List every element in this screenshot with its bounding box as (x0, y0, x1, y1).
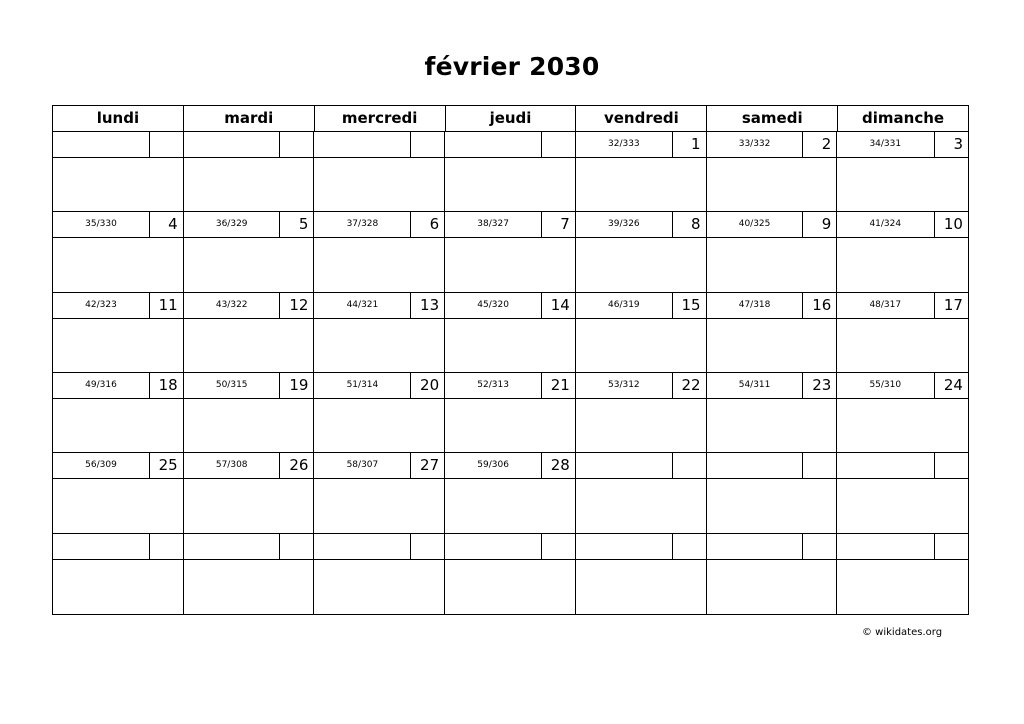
day-number: 28 (541, 453, 575, 478)
week-day-of-year-label: 52/313 (477, 380, 509, 390)
day-cell (445, 212, 576, 292)
day-number: 23 (802, 373, 836, 398)
week-day-of-year-label: 44/321 (346, 299, 379, 310)
week-day-of-year-label: 39/326 (608, 219, 640, 230)
day-cell (184, 212, 315, 292)
week-day-of-year-label: 56/309 (85, 460, 117, 471)
day-cell (53, 453, 184, 533)
day-number: 2 (802, 132, 836, 157)
week-day-of-year-label: 38/327 (477, 219, 509, 230)
week-day-of-year-label: 43/322 (215, 299, 248, 310)
calendar-grid (52, 105, 969, 615)
weekday-header: mercredi (315, 106, 446, 131)
week-day-of-year-label: 45/320 (477, 299, 509, 310)
day-number: 6 (410, 212, 444, 237)
day-cell (576, 293, 707, 373)
week-day-of-year-label: 35/330 (85, 219, 117, 230)
weekday-header-row (53, 106, 968, 132)
day-cell (314, 212, 445, 292)
weekday-header: jeudi (446, 106, 577, 131)
day-cell (707, 293, 838, 373)
day-number: 16 (802, 293, 836, 318)
day-cell (445, 373, 576, 453)
day-cell (53, 534, 184, 614)
week-day-of-year-label: 50/315 (215, 380, 248, 390)
weekday-header: lundi (53, 106, 184, 131)
day-number (672, 453, 706, 478)
days-grid (53, 132, 968, 614)
day-cell (53, 293, 184, 373)
day-number: 19 (279, 373, 313, 398)
page-title: février 2030 (424, 52, 600, 81)
day-number: 13 (410, 293, 444, 318)
weekday-header: mardi (184, 106, 315, 131)
week-day-of-year-label: 40/325 (738, 219, 771, 230)
day-cell (837, 373, 968, 453)
week-day-of-year-label: 37/328 (346, 219, 379, 230)
weekday-header: samedi (707, 106, 838, 131)
day-number (410, 132, 444, 157)
copyright-footer: © wikidates.org (862, 627, 943, 638)
day-cell (445, 534, 576, 614)
week-day-of-year-label: 36/329 (215, 219, 248, 230)
week-day-of-year-label: 58/307 (346, 460, 379, 471)
week-day-of-year-label: 42/323 (85, 299, 117, 310)
day-cell (707, 534, 838, 614)
week-day-of-year-label: 46/319 (608, 299, 640, 310)
day-number: 12 (279, 293, 313, 318)
day-number (934, 534, 968, 559)
day-number: 18 (149, 373, 183, 398)
day-number: 15 (672, 293, 706, 318)
day-cell (53, 132, 184, 212)
day-number (934, 453, 968, 478)
day-cell (707, 453, 838, 533)
day-cell (837, 534, 968, 614)
day-number (279, 132, 313, 157)
week-day-of-year-label: 41/324 (869, 219, 902, 230)
day-number: 22 (672, 373, 706, 398)
day-number: 9 (802, 212, 836, 237)
day-cell (184, 534, 315, 614)
day-cell (53, 212, 184, 292)
day-number: 5 (279, 212, 313, 237)
day-number (541, 534, 575, 559)
day-number: 11 (149, 293, 183, 318)
day-cell (445, 132, 576, 212)
day-number: 27 (410, 453, 444, 478)
week-day-of-year-label: 57/308 (215, 460, 248, 471)
day-cell (184, 132, 315, 212)
day-number: 14 (541, 293, 575, 318)
week-day-of-year-label: 54/311 (738, 380, 771, 390)
day-cell (837, 212, 968, 292)
week-day-of-year-label: 53/312 (608, 380, 640, 390)
day-number: 4 (149, 212, 183, 237)
day-cell (314, 453, 445, 533)
day-cell (707, 373, 838, 453)
week-day-of-year-label: 34/331 (869, 139, 902, 149)
day-cell (707, 132, 838, 212)
day-cell (314, 534, 445, 614)
day-cell (576, 132, 707, 212)
day-number (149, 132, 183, 157)
day-cell (445, 293, 576, 373)
day-cell (184, 373, 315, 453)
week-day-of-year-label: 33/332 (738, 139, 771, 149)
weekday-header: dimanche (862, 109, 945, 127)
week-day-of-year-label: 47/318 (738, 299, 771, 310)
day-cell (314, 293, 445, 373)
day-number: 20 (410, 373, 444, 398)
day-number (802, 453, 836, 478)
day-cell (445, 453, 576, 533)
week-day-of-year-label: 59/306 (477, 460, 509, 471)
day-cell (576, 373, 707, 453)
day-cell (576, 453, 707, 533)
day-cell (837, 293, 968, 373)
day-cell (576, 212, 707, 292)
day-number: 10 (934, 212, 968, 237)
day-number: 7 (541, 212, 575, 237)
day-cell (184, 453, 315, 533)
day-number (802, 534, 836, 559)
day-cell (184, 293, 315, 373)
day-number (279, 534, 313, 559)
week-day-of-year-label: 32/333 (608, 139, 640, 149)
day-number: 26 (279, 453, 313, 478)
weekday-header: vendredi (576, 106, 707, 131)
week-day-of-year-label: 48/317 (869, 299, 902, 310)
day-number: 21 (541, 373, 575, 398)
week-day-of-year-label: 55/310 (869, 380, 902, 390)
day-cell (837, 132, 968, 212)
day-cell (314, 373, 445, 453)
day-cell (314, 132, 445, 212)
day-number: 8 (672, 212, 706, 237)
day-number: 17 (934, 293, 968, 318)
day-number: 3 (934, 132, 968, 157)
day-number (410, 534, 444, 559)
day-number (672, 534, 706, 559)
day-cell (707, 212, 838, 292)
day-cell (837, 453, 968, 533)
week-day-of-year-label: 49/316 (85, 380, 117, 390)
day-number: 1 (672, 132, 706, 157)
week-day-of-year-label: 51/314 (346, 380, 379, 390)
day-cell (53, 373, 184, 453)
day-number: 25 (149, 453, 183, 478)
day-number: 24 (934, 373, 968, 398)
day-cell (576, 534, 707, 614)
day-number (149, 534, 183, 559)
day-number (541, 132, 575, 157)
